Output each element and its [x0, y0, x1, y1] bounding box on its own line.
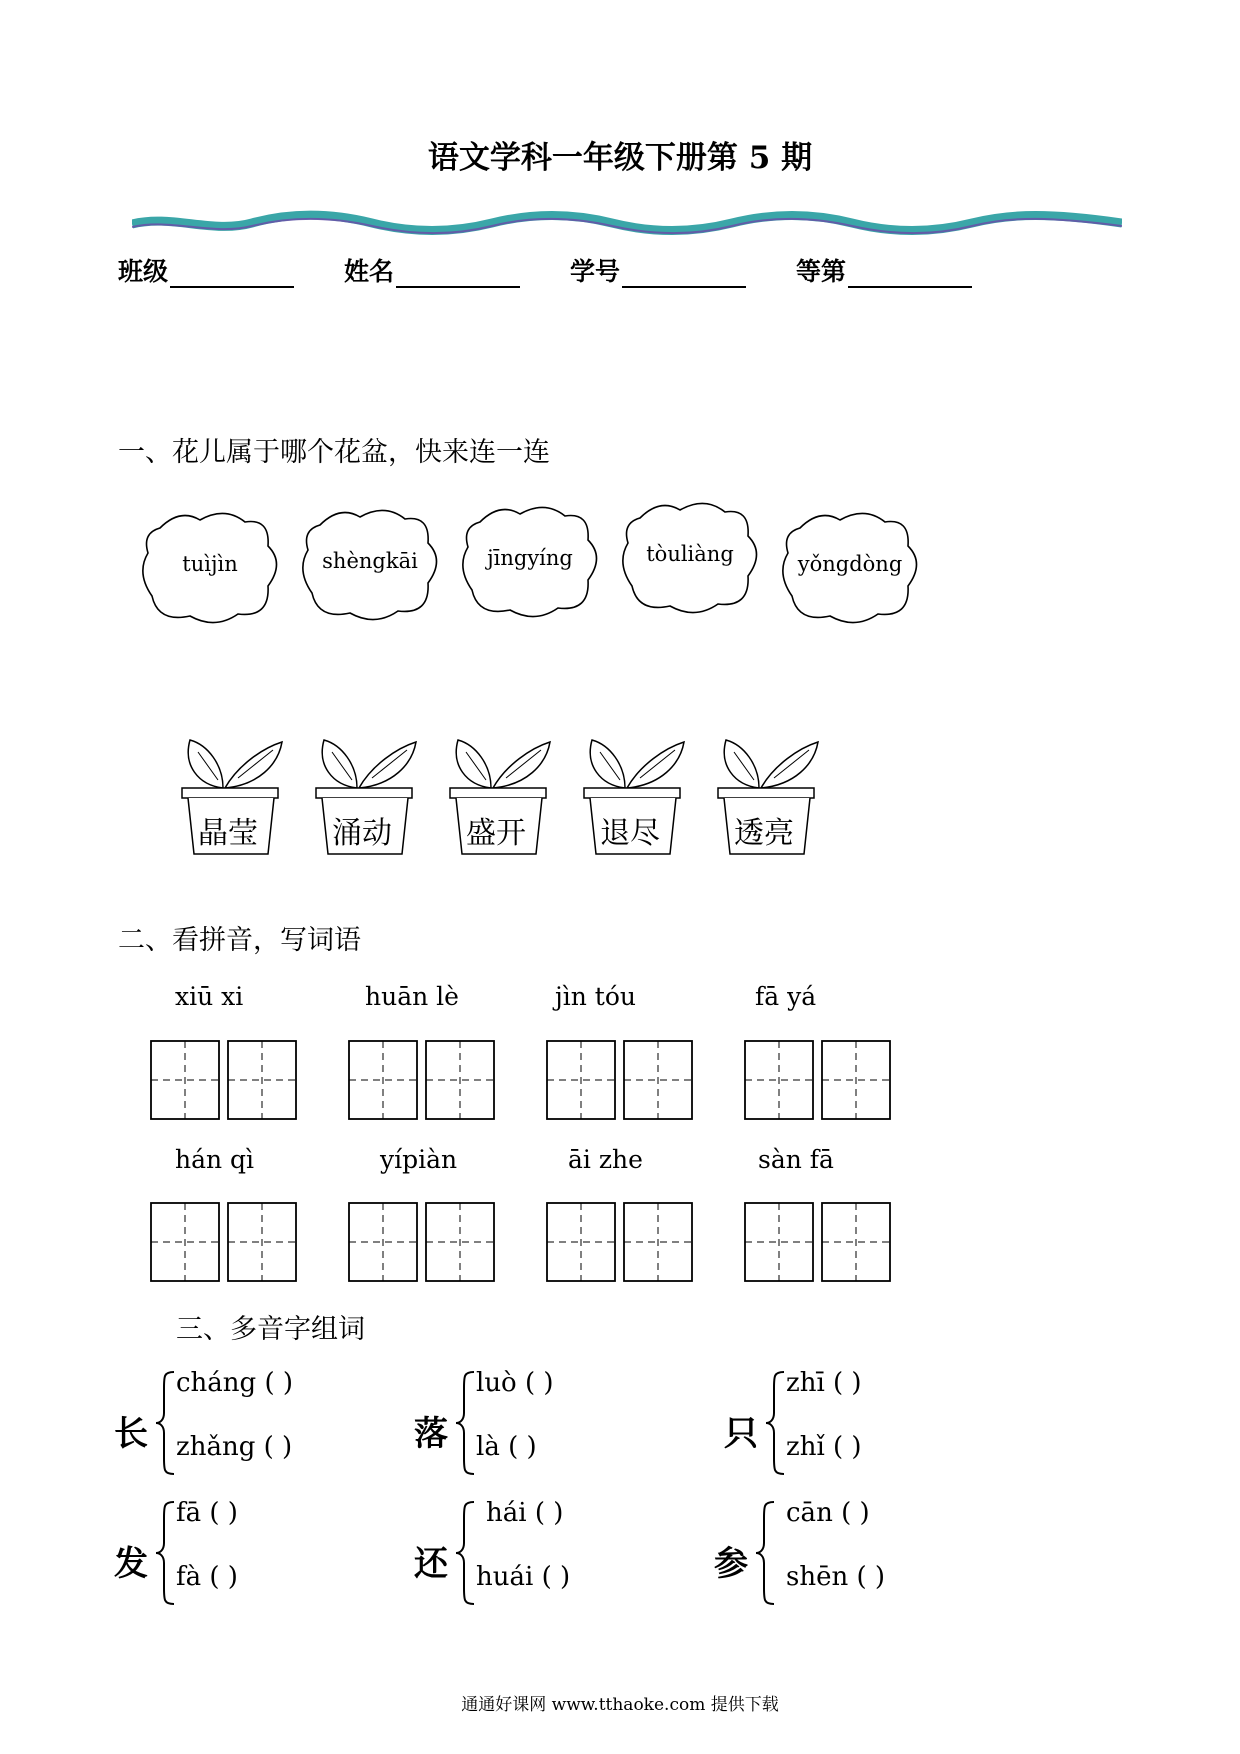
student-id-blank[interactable] [622, 260, 746, 288]
flower-pot[interactable] [446, 730, 556, 860]
section2-heading: 二、看拼音，写词语 [118, 925, 361, 956]
flower-pinyin: yǒngdòng [797, 552, 903, 576]
reading-blank[interactable]: luò ( ) [476, 1368, 554, 1398]
reading-blank[interactable]: cān ( ) [786, 1498, 870, 1528]
brace-icon [454, 1498, 478, 1608]
grade-blank[interactable] [848, 260, 972, 288]
polyphone-char: 还 [414, 1544, 448, 1584]
flower-cloud[interactable] [620, 498, 760, 618]
pot-word: 晶莹 [198, 816, 258, 851]
pinyin-prompt: jìn tóu [555, 982, 636, 1011]
pinyin-prompt: huān lè [365, 982, 459, 1011]
reading-blank[interactable]: cháng ( ) [176, 1368, 294, 1398]
polyphone-item [714, 1498, 1014, 1628]
polyphone-item [414, 1368, 694, 1498]
flower-pinyin: tuìjìn [182, 552, 238, 576]
pot-word: 盛开 [466, 816, 526, 851]
class-field [118, 252, 294, 288]
brace-icon [154, 1368, 178, 1478]
class-label: 班级 [118, 257, 169, 286]
flower-pinyin: shèngkāi [322, 549, 418, 573]
name-field [344, 252, 520, 288]
polyphone-item [114, 1498, 394, 1628]
page-title: 语文学科一年级下册第 5 期 [427, 140, 813, 176]
reading-blank[interactable]: huái ( ) [476, 1562, 571, 1592]
brace-icon [764, 1368, 788, 1478]
writing-grid[interactable] [546, 1202, 694, 1282]
footer-text: 通通好课网 www.tthaoke.com 提供下载 [461, 1695, 779, 1715]
flower-cloud[interactable] [780, 508, 920, 628]
reading-blank[interactable]: fā ( ) [176, 1498, 238, 1528]
flower-pot[interactable] [714, 730, 824, 860]
section1-heading: 一、花儿属于哪个花盆，快来连一连 [118, 437, 550, 468]
polyphone-char: 长 [114, 1414, 148, 1454]
grade-label: 等第 [796, 257, 847, 286]
writing-grid[interactable] [744, 1040, 892, 1120]
polyphone-char: 只 [724, 1414, 758, 1454]
brace-icon [754, 1498, 778, 1608]
reading-blank[interactable]: là ( ) [476, 1432, 537, 1462]
reading-blank[interactable]: hái ( ) [486, 1498, 564, 1528]
reading-blank[interactable]: zhǐ ( ) [786, 1432, 862, 1462]
writing-grid[interactable] [348, 1202, 496, 1282]
polyphone-char: 参 [714, 1544, 748, 1584]
flower-cloud[interactable] [460, 502, 600, 622]
polyphone-item [724, 1368, 1004, 1498]
pinyin-prompt: xiū xi [175, 982, 244, 1011]
student-id-field [570, 252, 746, 288]
pot-word: 涌动 [332, 816, 392, 851]
pinyin-prompt: āi zhe [568, 1145, 643, 1174]
grade-field [796, 252, 972, 288]
polyphone-item [414, 1498, 694, 1628]
pot-word: 透亮 [734, 816, 794, 851]
writing-grid[interactable] [744, 1202, 892, 1282]
class-blank[interactable] [170, 260, 294, 288]
reading-blank[interactable]: zhǎng ( ) [176, 1432, 293, 1462]
reading-blank[interactable]: zhī ( ) [786, 1368, 862, 1398]
name-blank[interactable] [396, 260, 520, 288]
flower-pinyin: tòuliàng [646, 542, 734, 566]
pot-word: 退尽 [600, 816, 660, 851]
writing-grid[interactable] [348, 1040, 496, 1120]
pinyin-prompt: hán qì [175, 1145, 255, 1174]
student-id-label: 学号 [570, 257, 621, 286]
section3-heading: 三、多音字组词 [176, 1314, 365, 1345]
writing-grid[interactable] [546, 1040, 694, 1120]
flower-pot[interactable] [178, 730, 288, 860]
flower-pot[interactable] [580, 730, 690, 860]
writing-grid[interactable] [150, 1202, 298, 1282]
pinyin-prompt: sàn fā [758, 1145, 834, 1174]
writing-grid[interactable] [150, 1040, 298, 1120]
flower-cloud[interactable] [300, 505, 440, 625]
polyphone-item [114, 1368, 394, 1498]
flower-pinyin: jīngyíng [487, 546, 573, 570]
name-label: 姓名 [344, 257, 395, 286]
polyphone-char: 落 [414, 1414, 448, 1454]
flower-pot[interactable] [312, 730, 422, 860]
flower-cloud[interactable] [140, 508, 280, 628]
polyphone-char: 发 [114, 1544, 148, 1584]
decorative-wave-divider [132, 208, 1122, 238]
reading-blank[interactable]: fà ( ) [176, 1562, 238, 1592]
pinyin-prompt: fā yá [755, 982, 817, 1011]
brace-icon [454, 1368, 478, 1478]
reading-blank[interactable]: shēn ( ) [786, 1562, 886, 1592]
brace-icon [154, 1498, 178, 1608]
pinyin-prompt: yípiàn [380, 1145, 458, 1174]
